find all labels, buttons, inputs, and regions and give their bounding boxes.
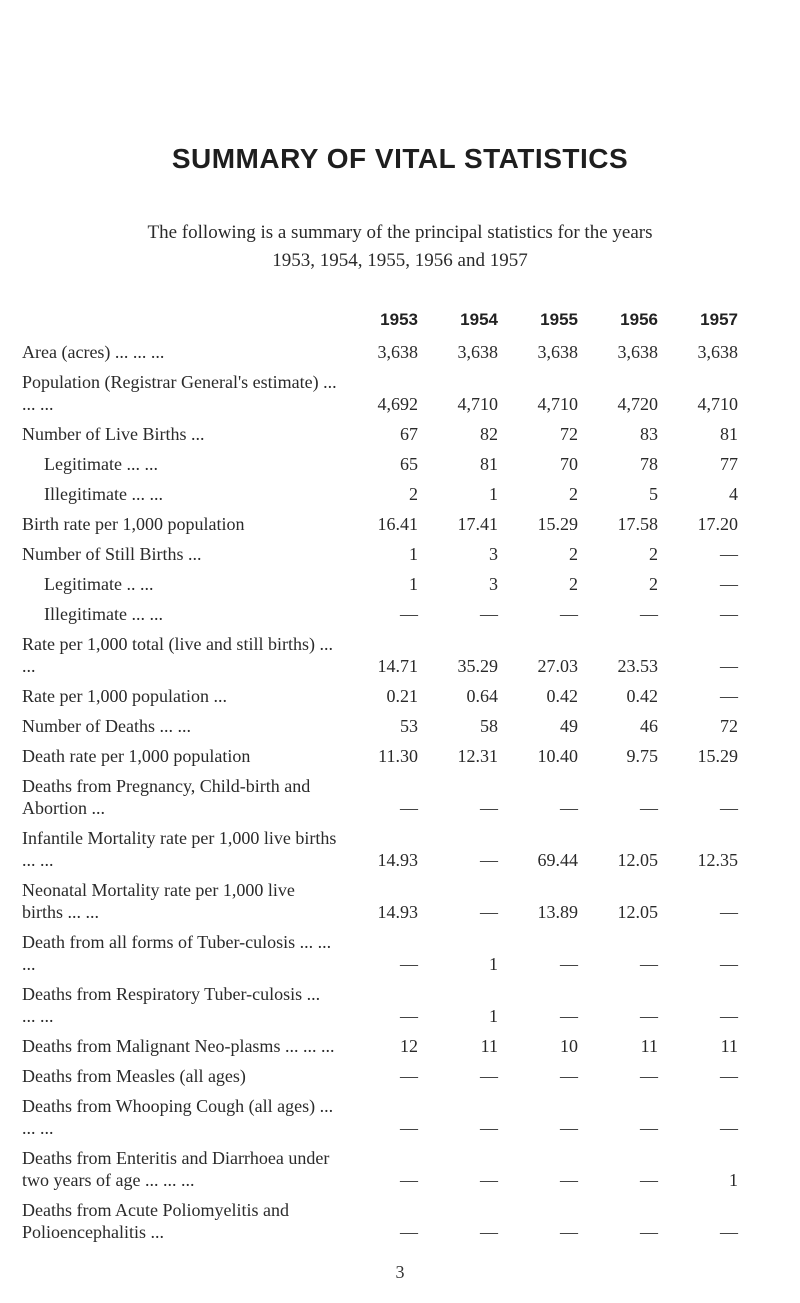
cell-value: 65 <box>400 454 418 474</box>
cell-value: — <box>720 544 738 564</box>
cell-value: — <box>560 1118 578 1138</box>
cell-value: 17.41 <box>457 514 498 534</box>
cell-value: 46 <box>640 716 658 736</box>
cell-value: — <box>560 1066 578 1086</box>
cell-value: 12.05 <box>617 902 658 922</box>
row-label: Neonatal Mortality rate per 1,000 live births ... ... <box>22 880 295 922</box>
row-label: Rate per 1,000 population ... <box>22 686 227 706</box>
cell-value: 83 <box>640 424 658 444</box>
cell-value: 23.53 <box>617 656 658 676</box>
cell-value: — <box>480 604 498 624</box>
cell-value: 9.75 <box>626 746 658 766</box>
table-row <box>22 539 738 569</box>
cell-value: 2 <box>649 544 658 564</box>
cell-value: 11 <box>640 1036 658 1056</box>
cell-value: 15.29 <box>537 514 578 534</box>
cell-value: — <box>400 1170 418 1190</box>
cell-value: 2 <box>569 574 578 594</box>
row-label: Deaths from Respiratory Tuber-culosis ... ... ... <box>22 984 321 1026</box>
cell-value: 3,638 <box>697 342 738 362</box>
table-row <box>22 1091 738 1143</box>
year-header: 1957 <box>700 310 738 329</box>
table-row <box>22 771 738 823</box>
table-row <box>22 1195 738 1247</box>
table-row <box>22 367 738 419</box>
cell-value: 81 <box>480 454 498 474</box>
row-label: Population (Registrar General's estimate) ... ... ... <box>22 372 337 414</box>
row-label: Number of Live Births ... <box>22 424 205 444</box>
table-row <box>22 509 738 539</box>
cell-value: 15.29 <box>697 746 738 766</box>
cell-value: 3,638 <box>377 342 418 362</box>
cell-value: 4 <box>729 484 738 504</box>
cell-value: 3 <box>489 574 498 594</box>
table-row <box>22 875 738 927</box>
cell-value: 4,692 <box>377 394 418 414</box>
row-label: Number of Deaths ... ... <box>22 716 191 736</box>
cell-value: — <box>480 1170 498 1190</box>
cell-value: — <box>480 1222 498 1242</box>
cell-value: — <box>560 604 578 624</box>
row-label: Infantile Mortality rate per 1,000 live births ... ... <box>22 828 337 870</box>
header-label-column <box>22 309 338 337</box>
cell-value: 2 <box>649 574 658 594</box>
cell-value: — <box>640 1118 658 1138</box>
cell-value: — <box>560 1170 578 1190</box>
cell-value: — <box>480 798 498 818</box>
intro-text <box>0 219 800 275</box>
table-row <box>22 1143 738 1195</box>
cell-value: — <box>480 902 498 922</box>
cell-value: 5 <box>649 484 658 504</box>
page-number: 3 <box>395 1262 405 1282</box>
table-row <box>22 711 738 741</box>
cell-value: 12.35 <box>697 850 738 870</box>
cell-value: 53 <box>400 716 418 736</box>
cell-value: — <box>640 1006 658 1026</box>
cell-value: — <box>400 1066 418 1086</box>
intro-line-1: The following is a summary of the principal statistics for the years <box>147 222 653 243</box>
row-label: Deaths from Measles (all ages) <box>22 1066 246 1086</box>
cell-value: 4,720 <box>617 394 658 414</box>
cell-value: 12 <box>400 1036 418 1056</box>
cell-value: — <box>400 604 418 624</box>
cell-value: — <box>720 1066 738 1086</box>
table-row <box>22 1061 738 1091</box>
table-row <box>22 599 738 629</box>
cell-value: — <box>640 1170 658 1190</box>
year-header: 1953 <box>380 310 418 329</box>
cell-value: 70 <box>560 454 578 474</box>
cell-value: 17.58 <box>617 514 658 534</box>
table-row <box>22 1031 738 1061</box>
table-row <box>22 681 738 711</box>
row-label: Area (acres) ... ... ... <box>22 342 165 362</box>
intro-line-2: 1953, 1954, 1955, 1956 and 1957 <box>272 250 528 271</box>
row-label: Birth rate per 1,000 population <box>22 514 245 534</box>
table-row <box>22 479 738 509</box>
cell-value: — <box>720 902 738 922</box>
cell-value: 3,638 <box>537 342 578 362</box>
row-label: Deaths from Malignant Neo-plasms ... ... ... <box>22 1036 335 1056</box>
cell-value: 1 <box>729 1170 738 1190</box>
cell-value: 3,638 <box>457 342 498 362</box>
cell-value: 0.42 <box>546 686 578 706</box>
cell-value: 14.93 <box>377 902 418 922</box>
row-label: Deaths from Acute Poliomyelitis and Polioencephalitis ... <box>22 1200 289 1242</box>
row-label: Deaths from Whooping Cough (all ages) ... ... ... <box>22 1096 334 1138</box>
cell-value: 3,638 <box>617 342 658 362</box>
table-row <box>22 629 738 681</box>
row-label: Illegitimate ... ... <box>44 484 163 504</box>
cell-value: 13.89 <box>537 902 578 922</box>
cell-value: 11 <box>720 1036 738 1056</box>
cell-value: — <box>560 1222 578 1242</box>
cell-value: 17.20 <box>697 514 738 534</box>
row-label: Legitimate ... ... <box>44 454 158 474</box>
cell-value: — <box>480 1118 498 1138</box>
cell-value: — <box>720 686 738 706</box>
cell-value: 72 <box>720 716 738 736</box>
cell-value: 14.93 <box>377 850 418 870</box>
cell-value: — <box>480 1066 498 1086</box>
cell-value: 27.03 <box>537 656 578 676</box>
row-label: Rate per 1,000 total (live and still births) ... ... <box>22 634 333 676</box>
table-row <box>22 823 738 875</box>
cell-value: — <box>640 954 658 974</box>
cell-value: — <box>400 1222 418 1242</box>
cell-value: 77 <box>720 454 738 474</box>
cell-value: — <box>560 1006 578 1026</box>
cell-value: 81 <box>720 424 738 444</box>
row-label: Deaths from Enteritis and Diarrhoea under two years of age ... ... ... <box>22 1148 330 1190</box>
cell-value: 16.41 <box>377 514 418 534</box>
cell-value: — <box>400 798 418 818</box>
cell-value: 78 <box>640 454 658 474</box>
cell-value: 4,710 <box>697 394 738 414</box>
cell-value: 3 <box>489 544 498 564</box>
cell-value: — <box>640 1222 658 1242</box>
cell-value: — <box>720 656 738 676</box>
cell-value: 72 <box>560 424 578 444</box>
cell-value: 2 <box>409 484 418 504</box>
cell-value: 10.40 <box>537 746 578 766</box>
row-label: Death rate per 1,000 population <box>22 746 251 766</box>
cell-value: 49 <box>560 716 578 736</box>
cell-value: 82 <box>480 424 498 444</box>
cell-value: — <box>640 604 658 624</box>
cell-value: 1 <box>409 574 418 594</box>
cell-value: 2 <box>569 544 578 564</box>
cell-value: 2 <box>569 484 578 504</box>
cell-value: 12.31 <box>457 746 498 766</box>
cell-value: — <box>400 1006 418 1026</box>
table-row <box>22 449 738 479</box>
cell-value: — <box>720 604 738 624</box>
cell-value: 1 <box>409 544 418 564</box>
cell-value: 4,710 <box>537 394 578 414</box>
cell-value: — <box>720 954 738 974</box>
cell-value: 11.30 <box>378 746 418 766</box>
cell-value: 0.42 <box>626 686 658 706</box>
cell-value: 10 <box>560 1036 578 1056</box>
table-row <box>22 979 738 1031</box>
table-header-row <box>22 309 738 337</box>
cell-value: — <box>560 954 578 974</box>
table-row <box>22 419 738 449</box>
year-header: 1954 <box>460 310 498 329</box>
cell-value: 4,710 <box>457 394 498 414</box>
row-label: Deaths from Pregnancy, Child-birth and Abortion ... <box>22 776 311 818</box>
cell-value: 1 <box>489 484 498 504</box>
cell-value: — <box>560 798 578 818</box>
table-row <box>22 927 738 979</box>
year-header: 1955 <box>540 310 578 329</box>
table-row <box>22 741 738 771</box>
cell-value: 12.05 <box>617 850 658 870</box>
year-header: 1956 <box>620 310 658 329</box>
row-label: Death from all forms of Tuber-culosis ... ... ... <box>22 932 332 974</box>
cell-value: — <box>400 954 418 974</box>
cell-value: — <box>720 574 738 594</box>
cell-value: — <box>480 850 498 870</box>
cell-value: — <box>720 1006 738 1026</box>
cell-value: — <box>400 1118 418 1138</box>
page-title: SUMMARY OF VITAL STATISTICS <box>171 143 629 174</box>
cell-value: 35.29 <box>457 656 498 676</box>
vital-statistics-table <box>22 309 738 1247</box>
table-body <box>22 337 738 1247</box>
cell-value: — <box>640 798 658 818</box>
cell-value: 69.44 <box>537 850 578 870</box>
table-row <box>22 569 738 599</box>
cell-value: 1 <box>489 954 498 974</box>
row-label: Number of Still Births ... <box>22 544 202 564</box>
cell-value: 58 <box>480 716 498 736</box>
cell-value: 0.64 <box>466 686 498 706</box>
cell-value: 11 <box>480 1036 498 1056</box>
cell-value: 1 <box>489 1006 498 1026</box>
cell-value: 0.21 <box>386 686 418 706</box>
cell-value: 14.71 <box>377 656 418 676</box>
row-label: Legitimate .. ... <box>44 574 154 594</box>
cell-value: — <box>720 1222 738 1242</box>
row-label: Illegitimate ... ... <box>44 604 163 624</box>
cell-value: — <box>720 1118 738 1138</box>
cell-value: 67 <box>400 424 418 444</box>
cell-value: — <box>640 1066 658 1086</box>
table-row <box>22 337 738 367</box>
cell-value: — <box>720 798 738 818</box>
